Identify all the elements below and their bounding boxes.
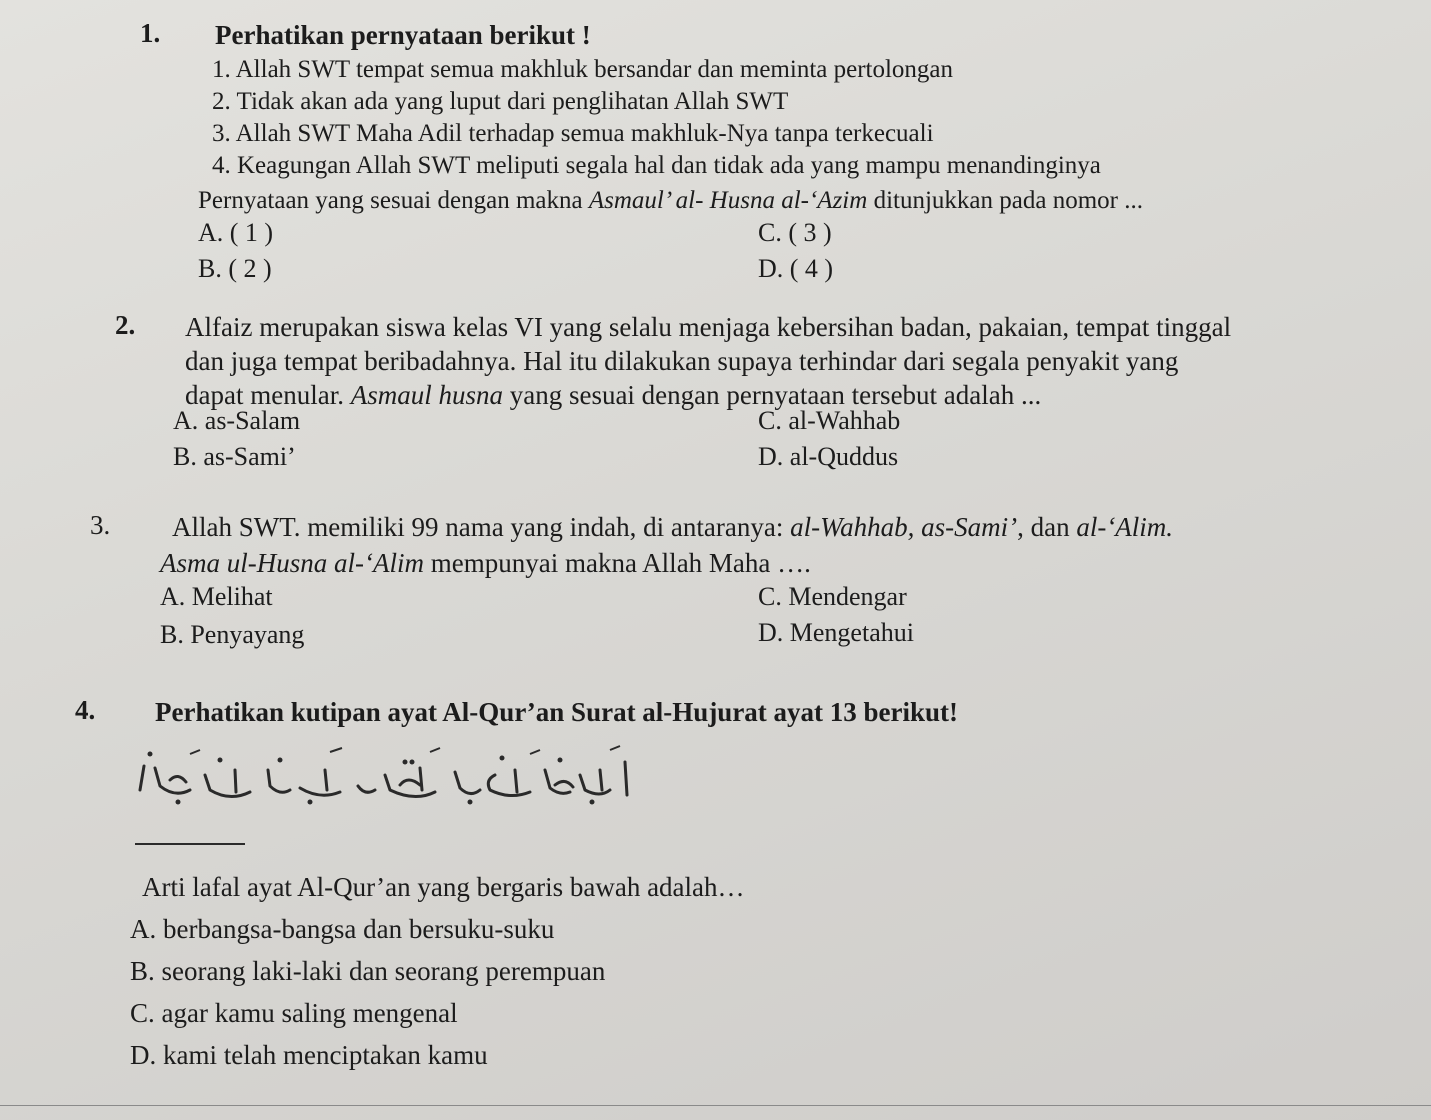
statement-item: 1. Allah SWT tempat semua makhluk bersandar dan meminta pertolongan xyxy=(212,56,954,83)
option-b[interactable]: B. ( 2 ) xyxy=(198,254,272,283)
question-line: dan juga tempat beribadahnya. Hal itu dilakukan supaya terhindar dari segala penyakit yang xyxy=(185,346,1179,376)
option-c[interactable]: C. al-Wahhab xyxy=(758,406,901,435)
options xyxy=(173,404,973,478)
option-b[interactable]: B. as-Sami’ xyxy=(173,442,296,471)
question-line: Asma ul-Husna al-‘Alim mempunyai makna Allah Maha …. xyxy=(160,548,811,578)
option-b[interactable]: B. Penyayang xyxy=(160,620,305,649)
question-title: Perhatikan kutipan ayat Al-Qur’an Surat al-Hujurat ayat 13 berikut! xyxy=(155,697,959,727)
option-d[interactable]: D. al-Quddus xyxy=(758,442,899,471)
option-a[interactable]: A. Melihat xyxy=(160,582,273,611)
option-d[interactable]: D. ( 4 ) xyxy=(758,254,834,283)
options xyxy=(160,580,1010,654)
option-d[interactable]: D. kami telah menciptakan kamu xyxy=(130,1040,488,1070)
option-a[interactable]: A. ( 1 ) xyxy=(198,218,274,247)
question-line: dapat menular. Asmaul husna yang sesuai dengan pernyataan tersebut adalah ... xyxy=(185,380,1042,410)
option-d[interactable]: D. Mengetahui xyxy=(758,618,914,647)
statement-item: 2. Tidak akan ada yang luput dari penglihatan Allah SWT xyxy=(212,88,789,115)
question-number: 3. xyxy=(90,510,111,540)
options xyxy=(130,908,605,1076)
option-c[interactable]: C. Mendengar xyxy=(758,582,907,611)
question-text: Arti lafal ayat Al-Qur’an yang bergaris bawah adalah… xyxy=(142,872,745,902)
page-bottom-line xyxy=(0,1105,1431,1106)
arabic-calligraphy-verse-icon xyxy=(130,740,650,810)
options xyxy=(198,216,998,290)
verse-underline xyxy=(135,843,245,845)
statement-item: 3. Allah SWT Maha Adil terhadap semua makhluk-Nya tanpa terkecuali xyxy=(212,120,934,147)
question-number: 1. xyxy=(140,18,161,48)
question-text: Pernyataan yang sesuai dengan makna Asmaul’ al- Husna al-‘Azim ditunjukkan pada nomor ... xyxy=(198,187,1143,214)
option-c[interactable]: C. agar kamu saling mengenal xyxy=(130,998,458,1028)
statement-list xyxy=(212,54,1101,182)
question-number: 2. xyxy=(115,310,136,340)
option-a[interactable]: A. berbangsa-bangsa dan bersuku-suku xyxy=(130,914,555,944)
statement-item: 4. Keagungan Allah SWT meliputi segala hal dan tidak ada yang mampu menandinginya xyxy=(212,152,1101,179)
option-b[interactable]: B. seorang laki-laki dan seorang perempuan xyxy=(130,956,606,986)
question-line: Allah SWT. memiliki 99 nama yang indah, di antaranya: al-Wahhab, as-Sami’, dan al-‘Alim. xyxy=(172,512,1174,542)
option-a[interactable]: A. as-Salam xyxy=(173,406,301,435)
question-number: 4. xyxy=(75,695,96,725)
option-c[interactable]: C. ( 3 ) xyxy=(758,218,832,247)
question-title: Perhatikan pernyataan berikut ! xyxy=(215,20,591,50)
question-line: Alfaiz merupakan siswa kelas VI yang selalu menjaga kebersihan badan, pakaian, tempat tinggal xyxy=(185,312,1232,342)
